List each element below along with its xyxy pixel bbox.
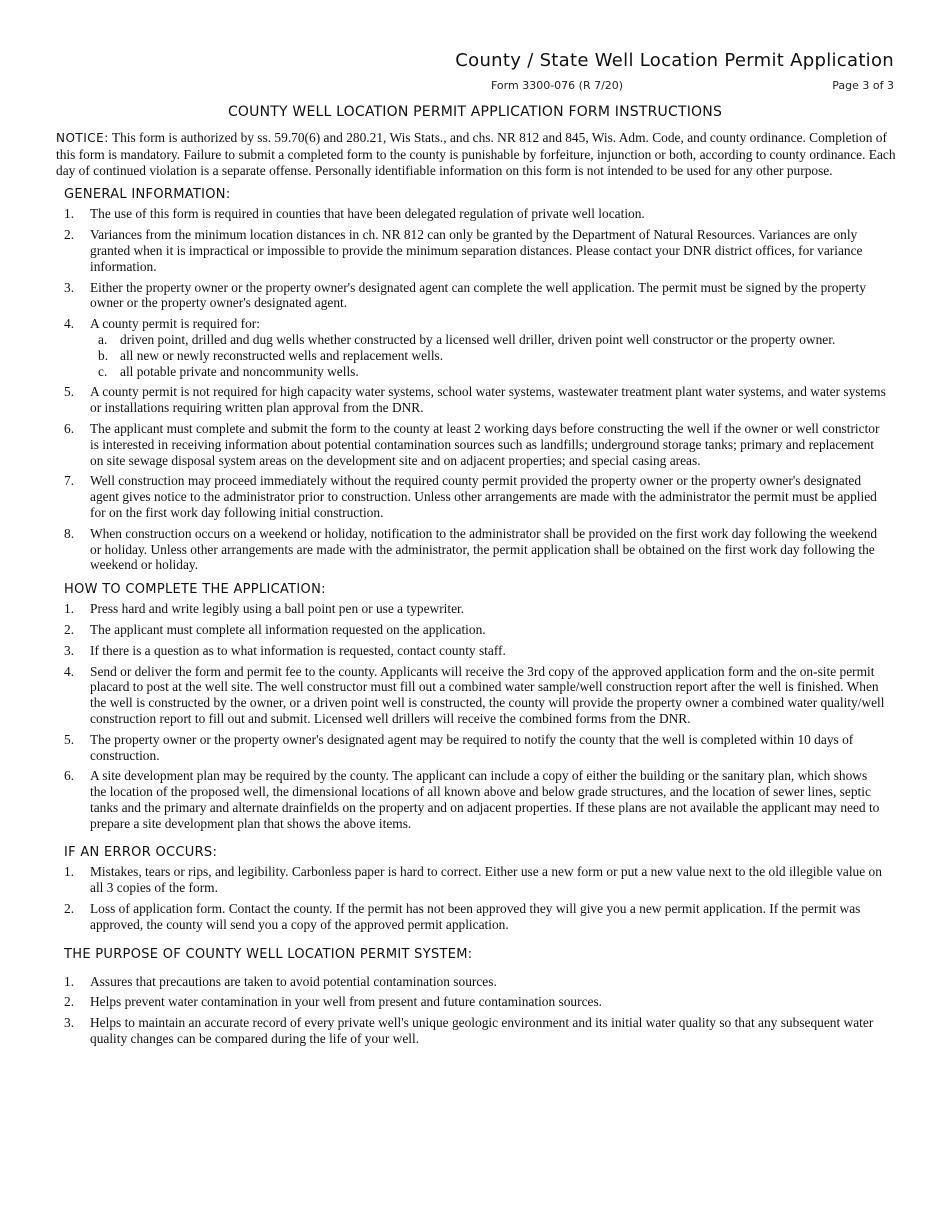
purpose-heading: THE PURPOSE OF COUNTY WELL LOCATION PERMIT SYSTEM:: [64, 946, 473, 962]
instructions-heading: COUNTY WELL LOCATION PERMIT APPLICATION FORM INSTRUCTIONS: [227, 104, 723, 120]
sub-list-item: a. driven point, drilled and dug wells whether constructed by a licensed well driller, driven point well constructor or the property owner.: [98, 331, 836, 347]
list-item: 1. The use of this form is required in counties that have been delegated regulation of private well location.: [64, 206, 645, 222]
list-item: 1. Assures that precautions are taken to avoid potential contamination sources.: [64, 973, 497, 989]
list-item: 2. Helps prevent water contamination in your well from present and future contamination sources.: [64, 994, 603, 1010]
list-item: 3. Helps to maintain an accurate record of every private well's unique geologic environment and its initial water quality so that any subsequent water quality changes can be compared during the life of your well.: [64, 1015, 874, 1047]
how-to-complete-list: [56, 601, 896, 831]
list-item: 2. Variances from the minimum location distances in ch. NR 812 can only be granted by the Department of Natural Resources. Variances are only granted when it is impractical or impossible to provide the minimum separation distances. Please contact your DNR district offices, for variance information.: [64, 227, 863, 274]
list-item: 5. A county permit is not required for high capacity water systems, school water systems, wastewater treatment plant water systems, and water systems or installations requiring written plan approval from the DNR.: [64, 384, 886, 416]
general-information-heading: GENERAL INFORMATION:: [64, 187, 231, 203]
list-item: 4. A county permit is required for: a. driven point, drilled and dug wells whether constructed by a licensed well driller, driven point well constructor or the property owner. b. all new or newly reconstructed wells and replacement wells. c. all potable private and noncommunity wells.: [56, 316, 896, 379]
document-title: County / State Well Location Permit Application: [455, 50, 894, 71]
instructions-body: [56, 130, 896, 1052]
list-item: 3. If there is a question as to what information is requested, contact county staff.: [64, 642, 506, 658]
error-heading: IF AN ERROR OCCURS:: [64, 845, 218, 861]
list-item-text: A county permit is required for:: [90, 316, 260, 332]
list-item: 1. Mistakes, tears or rips, and legibility. Carbonless paper is hard to correct. Either use a new form or put a new value next to the old illegible value on all 3 copies of the form.: [64, 864, 882, 896]
error-list: [56, 864, 896, 932]
list-item: 7. Well construction may proceed immediately without the required county permit provided the property owner or the property owner's designated agent gives notice to the administrator prior to construction. Unless other arrangements are made with the administrator the permit must be applied for on the first work day following initial construction.: [64, 473, 877, 520]
list-item: 6. The applicant must complete and submit the form to the county at least 2 working days before constructing the well if the owner or well constrictor is interested in receiving information about potential contamination sources such as landfills; underground storage tanks; primary and replacement on site sewage disposal system areas on the development site and on adjacent properties; and special casing areas.: [64, 420, 880, 468]
list-item: 1. Press hard and write legibly using a ball point pen or use a typewriter.: [64, 601, 465, 617]
list-item: 2. The applicant must complete all information requested on the application.: [64, 621, 486, 637]
list-item: 5. The property owner or the property owner's designated agent may be required to notify the county that the well is completed within 10 days of construction.: [64, 731, 854, 763]
how-to-complete-heading: HOW TO COMPLETE THE APPLICATION:: [64, 582, 326, 598]
form-number: Form 3300-076 (R 7/20): [491, 79, 624, 92]
sub-list-item: c. all potable private and noncommunity wells.: [98, 363, 359, 379]
notice-paragraph: [56, 130, 896, 178]
list-item: 4. Send or deliver the form and permit fee to the county. Applicants will receive the 3rd copy of the approved application form and the on-site permit placard to post at the well site. The well constructor must fill out a combined water sample/well construction report after the well is finished. When the well is constructed by the owner, or a driven point well is constructed, the county will provide the property owner a combined water quality/well construction report to fill out and submit. Licensed well drillers will receive the combined forms from the DNR.: [64, 663, 885, 726]
sub-list-item: b. all new or newly reconstructed wells and replacement wells.: [98, 347, 444, 363]
list-item: 6. A site development plan may be required by the county. The applicant can include a copy of either the building or the sanitary plan, which shows the location of the proposed well, the dimensional locations of all known above and below grade structures, and the location of sewer lines, septic tanks and the primary and alternate drainfields on the property and on adjacent properties. If these plans are not available the applicant may need to prepare a site development plan that shows the above items.: [64, 768, 880, 831]
page-number: Page 3 of 3: [832, 79, 894, 92]
general-information-list: [56, 206, 896, 573]
notice-label: NOTICE:: [56, 131, 109, 145]
list-item: 2. Loss of application form. Contact the county. If the permit has not been approved they will give you a new permit application. If the permit was approved, the county will send you a copy of the approved permit application.: [64, 901, 861, 932]
list-item: 8. When construction occurs on a weekend or holiday, notification to the administrator shall be provided on the first work day following the weekend or holiday. Unless other arrangements are made with the administrator, the permit application shall be obtained on the first work day following the weekend or holiday.: [64, 525, 878, 573]
purpose-list: [56, 974, 896, 1047]
list-item: 3. Either the property owner or the property owner's designated agent can complete the well application. The permit must be signed by the property owner or the property owner's designated agent.: [64, 279, 866, 311]
notice-text: This form is authorized by ss. 59.70(6) and 280.21, Wis Stats., and chs. NR 812 and 845, Wis. Adm. Code, and county ordinance. Completion of this form is mandatory. Failure to submit a completed form to the county is punishable by forfeiture, injunction or both, according to county ordinance. Each day of continued violation is a separate offense. Personally identifiable information on this form is not intended to be used for any other purpose.: [56, 130, 896, 178]
